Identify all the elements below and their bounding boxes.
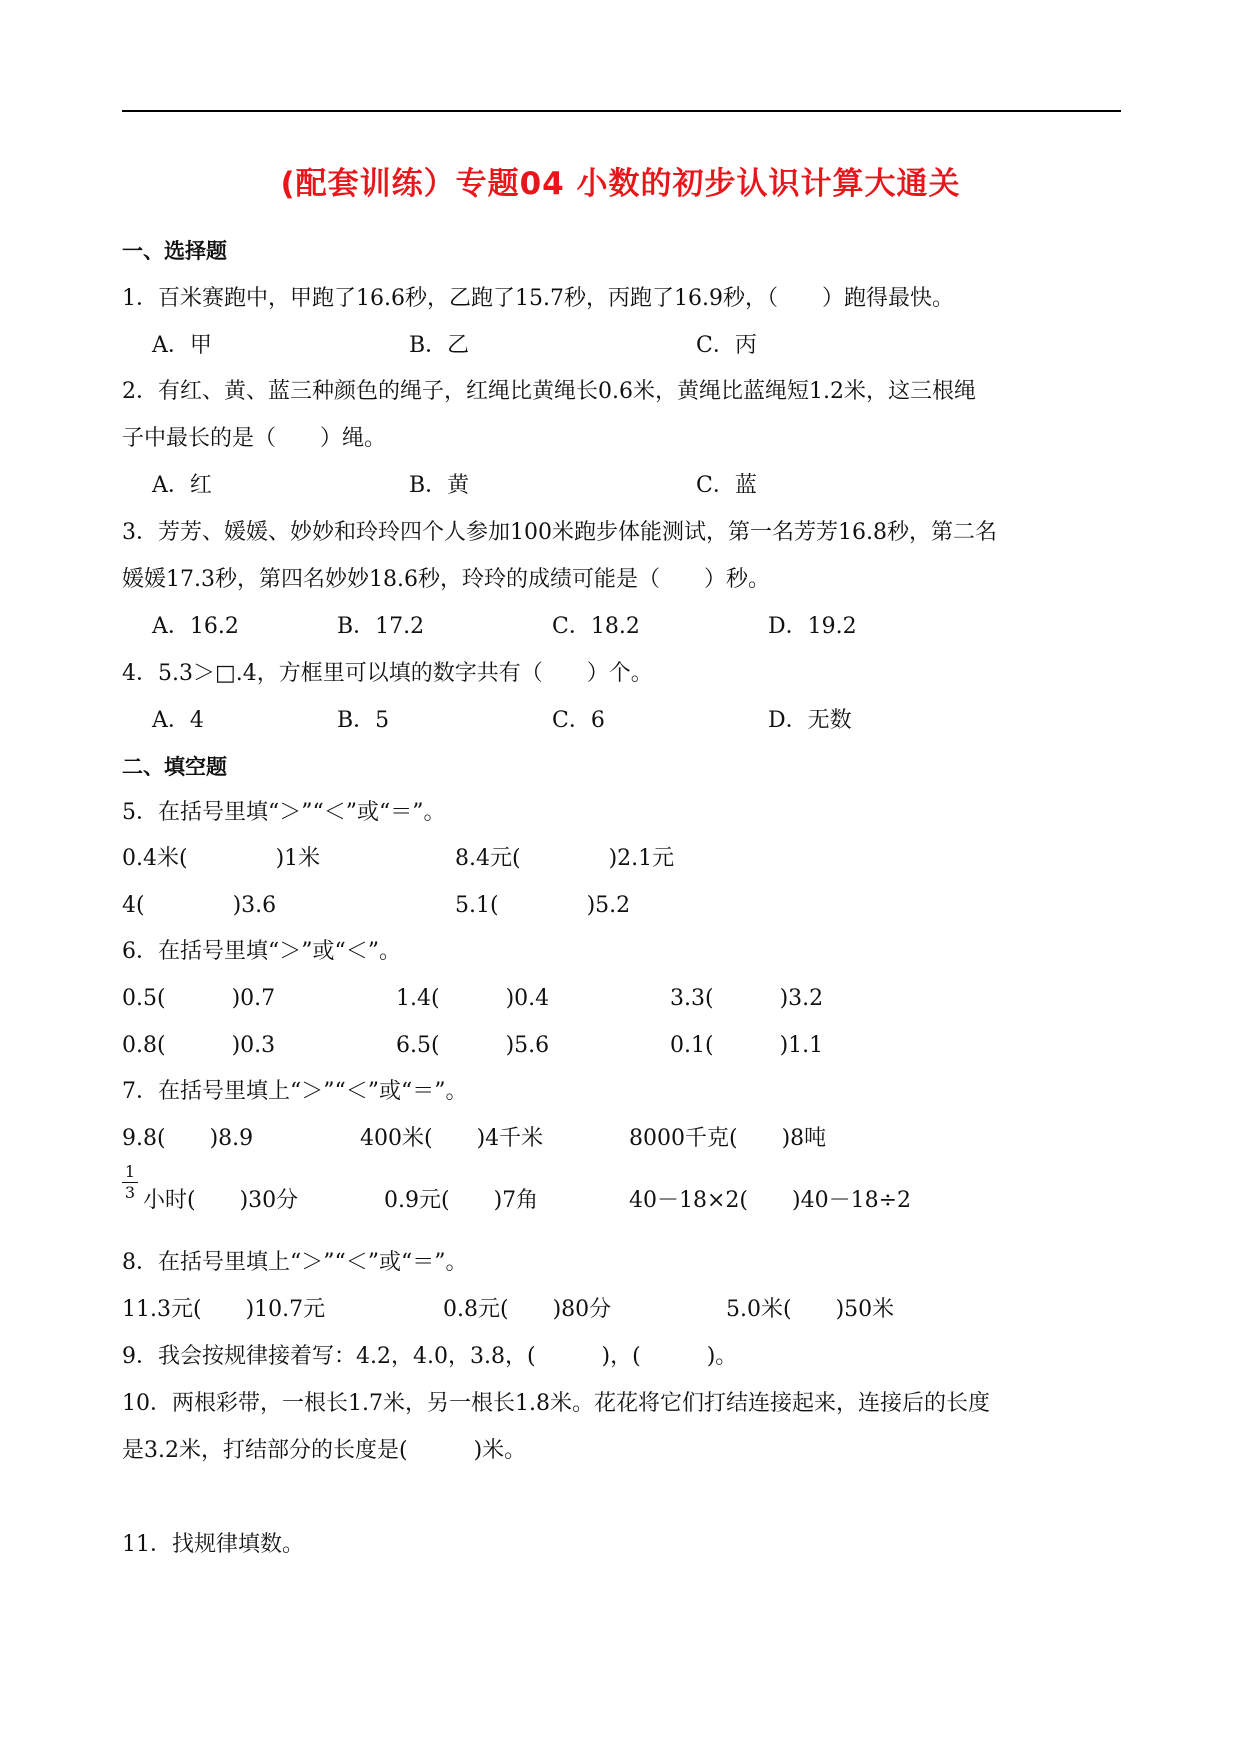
page-title: (配套训练）专题04 小数的初步认识计算大通关 xyxy=(280,166,961,202)
question-11: 11．找规律填数。 xyxy=(122,1532,304,1557)
q6-item: 0.5( )0.7 xyxy=(122,986,276,1011)
header-rule xyxy=(122,110,1121,112)
question-7: 7．在括号里填上“＞”“＜”或“＝”。 xyxy=(122,1079,468,1104)
q8-item: 5.0米( )50米 xyxy=(726,1297,895,1322)
q2-option-b: B．黄 xyxy=(409,473,470,498)
q8-item: 11.3元( )10.7元 xyxy=(122,1297,326,1322)
q2-option-c: C．蓝 xyxy=(696,473,757,498)
section-heading: 一、选择题 xyxy=(122,239,227,263)
q6-item: 0.1( )1.1 xyxy=(670,1033,824,1058)
fraction-denominator: 3 xyxy=(124,1183,136,1202)
q7-item: 8000千克( )8吨 xyxy=(629,1126,827,1151)
q6-item: 3.3( )3.2 xyxy=(670,986,824,1011)
q6-item: 0.8( )0.3 xyxy=(122,1033,276,1058)
fraction-one-third xyxy=(122,1163,138,1202)
question-2-line-2: 子中最长的是（ ）绳。 xyxy=(122,426,387,451)
q5-item: 8.4元( )2.1元 xyxy=(455,846,675,871)
q3-option-d: D．19.2 xyxy=(768,614,857,639)
q3-option-b: B．17.2 xyxy=(337,614,425,639)
question-3-line-1: 3．芳芳、媛媛、妙妙和玲玲四个人参加100米跑步体能测试，第一名芳芳16.8秒，第二名 xyxy=(122,520,997,545)
question-9: 9．我会按规律接着写：4.2，4.0，3.8，( )，( )。 xyxy=(122,1344,738,1369)
q1-option-a: A．甲 xyxy=(152,333,212,358)
fraction-numerator: 1 xyxy=(124,1162,136,1181)
question-3-line-2: 媛媛17.3秒，第四名妙妙18.6秒，玲玲的成绩可能是（ ）秒。 xyxy=(122,567,770,592)
q7-item: 小时( )30分 xyxy=(143,1188,299,1213)
q7-item: 0.9元( )7角 xyxy=(384,1188,539,1213)
q6-item: 6.5( )5.6 xyxy=(396,1033,550,1058)
question-10-line-2: 是3.2米，打结部分的长度是( )米。 xyxy=(122,1438,527,1463)
q1-option-c: C．丙 xyxy=(696,333,757,358)
q5-item: 4( )3.6 xyxy=(122,893,277,918)
section-heading: 二、填空题 xyxy=(122,755,227,779)
q3-option-a: A．16.2 xyxy=(152,614,239,639)
q6-item: 1.4( )0.4 xyxy=(396,986,550,1011)
question-6: 6．在括号里填“＞”或“＜”。 xyxy=(122,939,401,964)
q5-item: 0.4米( )1米 xyxy=(122,846,321,871)
q7-item: 40－18×2( )40－18÷2 xyxy=(629,1188,912,1213)
q4-option-c: C．6 xyxy=(552,708,605,733)
q7-item: 400米( )4千米 xyxy=(360,1126,544,1151)
q3-option-c: C．18.2 xyxy=(552,614,640,639)
q4-option-d: D．无数 xyxy=(768,708,852,733)
question-1: 1．百米赛跑中，甲跑了16.6秒，乙跑了15.7秒，丙跑了16.9秒，（ ）跑得最快。 xyxy=(122,286,954,311)
question-2-line-1: 2．有红、黄、蓝三种颜色的绳子，红绳比黄绳长0.6米，黄绳比蓝绳短1.2米，这三根绳 xyxy=(122,379,976,404)
q7-item: 9.8( )8.9 xyxy=(122,1126,254,1151)
q5-item: 5.1( )5.2 xyxy=(455,893,631,918)
q2-option-a: A．红 xyxy=(152,473,212,498)
question-8: 8．在括号里填上“＞”“＜”或“＝”。 xyxy=(122,1250,468,1275)
q4-option-b: B．5 xyxy=(337,708,390,733)
question-4: 4．5.3＞□.4，方框里可以填的数字共有（ ）个。 xyxy=(122,661,653,686)
question-5: 5．在括号里填“＞”“＜”或“＝”。 xyxy=(122,800,446,825)
q1-option-b: B．乙 xyxy=(409,333,470,358)
q8-item: 0.8元( )80分 xyxy=(443,1297,612,1322)
question-10-line-1: 10．两根彩带，一根长1.7米，另一根长1.8米。花花将它们打结连接起来，连接后的长度 xyxy=(122,1391,990,1416)
q4-option-a: A．4 xyxy=(152,708,204,733)
